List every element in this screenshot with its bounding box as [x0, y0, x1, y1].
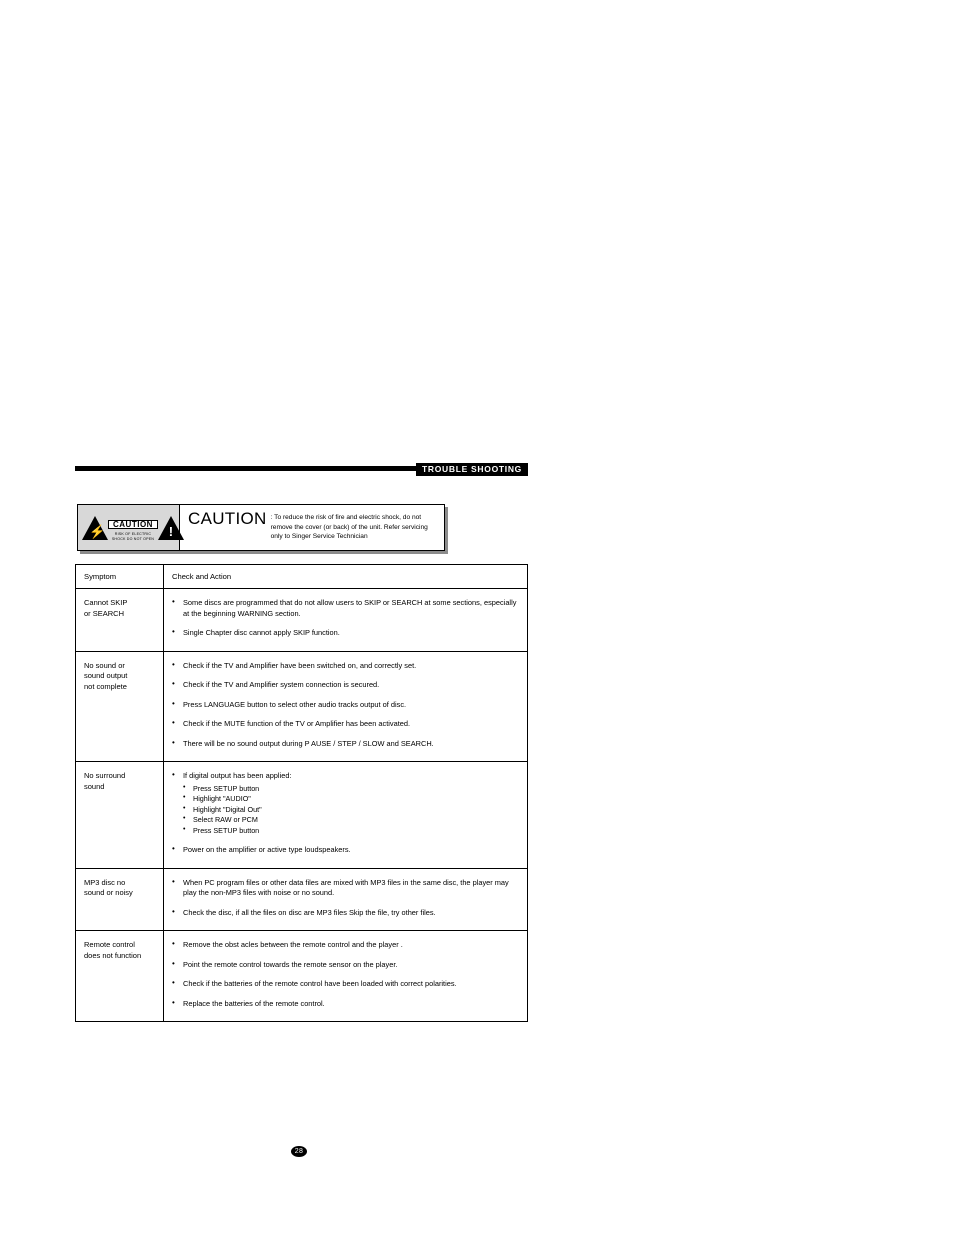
- section-title: TROUBLE SHOOTING: [416, 463, 528, 476]
- action-cell: [164, 868, 528, 931]
- sub-list-item: • Highlight "AUDIO": [183, 794, 519, 805]
- action-list: [172, 878, 519, 919]
- list-item: [172, 628, 519, 639]
- list-item: [172, 960, 519, 971]
- list-item-text: When PC program files or other data files are mixed with MP3 files in the same disc, the player may play the non-MP3 files with noise or no sound.: [183, 877, 509, 897]
- caution-symbol-group: [78, 505, 180, 550]
- symptom-line: No surround: [84, 771, 126, 780]
- list-item: [172, 739, 519, 750]
- list-item-text: Remove the obst acles between the remote control and the player .: [183, 940, 403, 949]
- symptom-line: not complete: [84, 681, 127, 691]
- symptom-cell: [76, 868, 164, 931]
- symptom-line: sound or noisy: [84, 888, 133, 897]
- caution-heading: CAUTION: [188, 509, 267, 528]
- list-item: [172, 979, 519, 990]
- list-item: [172, 908, 519, 919]
- symptom-cell: [76, 589, 164, 652]
- list-item: [172, 598, 519, 619]
- section-header: [75, 462, 528, 476]
- symptom-line: sound: [84, 781, 105, 791]
- sub-list-item: • Press SETUP button: [183, 784, 519, 795]
- symptom-cell: [76, 651, 164, 762]
- list-item: [172, 940, 519, 951]
- page-number: 28: [291, 1146, 307, 1157]
- table-body: [76, 565, 528, 1022]
- symptom-cell: [76, 931, 164, 1022]
- action-list: [172, 598, 519, 639]
- exclamation-glyph: !: [168, 523, 174, 539]
- caution-badge: [108, 514, 158, 542]
- list-item-text: Some discs are programmed that do not allow users to SKIP or SEARCH at some sections, especially at the beginning WARNING section.: [183, 598, 517, 618]
- action-list: [172, 940, 519, 1009]
- list-item-text: Check if the TV and Amplifier system connection is secured.: [183, 680, 380, 689]
- list-item: [172, 845, 519, 856]
- symptom-line: MP3 disc no: [84, 877, 126, 887]
- list-item: [172, 771, 519, 836]
- table-row: [76, 868, 528, 931]
- list-item: [172, 680, 519, 691]
- table-row: [76, 651, 528, 762]
- caution-body: : To reduce the risk of fire and electric shock, do not remove the cover (or back) of the unit. Refer servicing only to Singer Service Technician: [270, 514, 428, 540]
- column-header-symptom: Symptom: [76, 565, 164, 589]
- symptom-line: or SEARCH: [84, 608, 125, 618]
- caution-badge-label: CAUTION: [108, 520, 158, 529]
- list-item: [172, 661, 519, 672]
- list-item-text: There will be no sound output during P AUSE / STEP / SLOW and SEARCH.: [183, 738, 434, 748]
- exclamation-triangle-icon: [158, 516, 184, 540]
- list-item-text: Replace the batteries of the remote control.: [183, 998, 325, 1008]
- action-list: [172, 771, 519, 856]
- list-item-text: Check if the TV and Amplifier have been switched on, and correctly set.: [183, 660, 417, 670]
- table-header-row: [76, 565, 528, 589]
- list-item-text: Point the remote control towards the remote sensor on the player.: [183, 959, 398, 969]
- symptom-line: Remote control: [84, 940, 135, 949]
- list-item: [172, 999, 519, 1010]
- list-item: [172, 719, 519, 730]
- lightning-bolt-icon: [82, 516, 108, 540]
- list-item: [172, 878, 519, 899]
- column-header-action: Check and Action: [164, 565, 528, 589]
- action-list: [172, 661, 519, 750]
- sub-list: [183, 784, 519, 837]
- list-item-text: Press LANGUAGE button to select other audio tracks output of disc.: [183, 699, 407, 709]
- troubleshooting-table: [75, 564, 528, 1022]
- caution-text-block: [180, 505, 444, 550]
- action-cell: [164, 762, 528, 869]
- sub-list-item: • Press SETUP button: [183, 826, 519, 837]
- table-row: [76, 762, 528, 869]
- symptom-cell: [76, 762, 164, 869]
- sub-list-item: • Select RAW or PCM: [183, 815, 519, 826]
- symptom-line: No sound or: [84, 660, 125, 670]
- symptom-line: sound output: [84, 671, 128, 680]
- list-item: [172, 700, 519, 711]
- list-item-text: Single Chapter disc cannot apply SKIP function.: [183, 628, 340, 637]
- list-item-text: Check the disc, if all the files on disc are MP3 files Skip the file, try other files.: [183, 907, 436, 917]
- list-item-text: If digital output has been applied:: [183, 771, 292, 780]
- caution-badge-sub: RISK OF ELECTRIC SHOCK DO NOT OPEN: [111, 531, 155, 541]
- action-cell: [164, 589, 528, 652]
- symptom-line: Cannot SKIP: [84, 598, 128, 607]
- list-item-text: Check if the batteries of the remote control have been loaded with correct polarities.: [183, 979, 457, 988]
- lightning-bolt-glyph: ⚡: [89, 523, 106, 539]
- symptom-line: does not function: [84, 950, 142, 960]
- list-item-text: Power on the amplifier or active type loudspeakers.: [183, 845, 351, 854]
- caution-box: [77, 504, 445, 551]
- action-cell: [164, 651, 528, 762]
- table-row: [76, 931, 528, 1022]
- action-cell: [164, 931, 528, 1022]
- table-row: [76, 589, 528, 652]
- sub-list-item: • Highlight "Digital Out": [183, 805, 519, 816]
- list-item-text: Check if the MUTE function of the TV or Amplifier has been activated.: [183, 719, 411, 728]
